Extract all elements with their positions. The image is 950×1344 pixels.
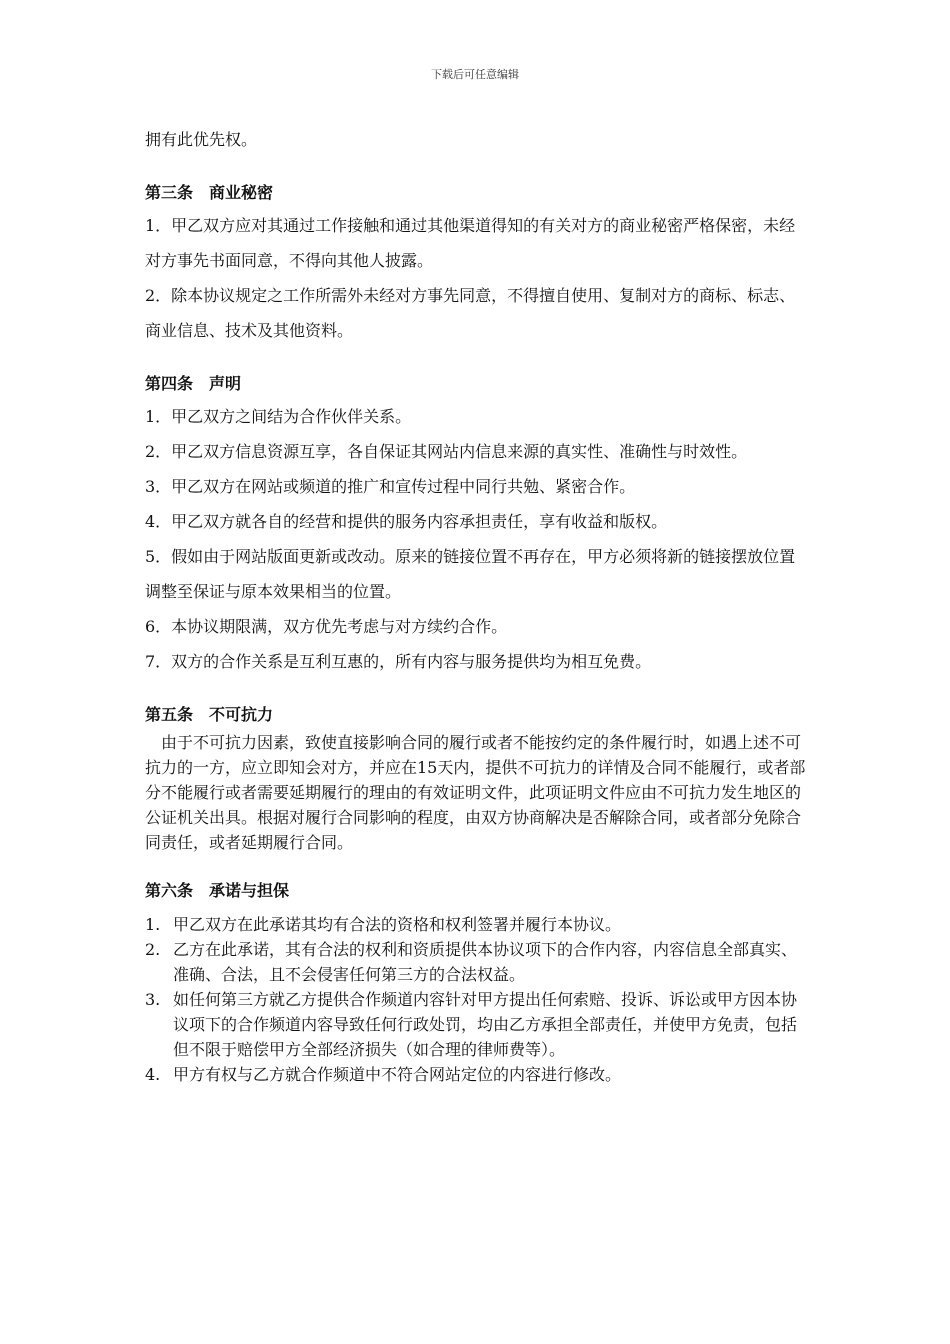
article5-body: 由于不可抗力因素，致使直接影响合同的履行或者不能按约定的条件履行时，如遇上述不可抗力的一方，应立即知会对方，并应在15天内，提供不可抗力的详情及合同不能履行，或者部分不能履行或者需要延期履行的理由的有效证明文件，此项证明文件应由不可抗力发生地区的公证机关出具。根据对履行合同影响的程度，由双方协商解决是否解除合同，或者部分免除合同责任，或者延期履行合同。 xyxy=(145,733,806,852)
document-body xyxy=(145,122,807,1087)
article4-item-2: 2．甲乙双方信息资源互享，各自保证其网站内信息来源的真实性、准确性与时效性。 xyxy=(145,442,748,461)
article4-title: 第四条 声明 xyxy=(145,374,242,393)
article4-item-4: 4．甲乙双方就各自的经营和提供的服务内容承担责任，享有收益和版权。 xyxy=(145,512,668,531)
list-item xyxy=(145,912,807,937)
list-item xyxy=(145,1062,807,1087)
list-item-number: 4. xyxy=(145,1065,161,1084)
list-item xyxy=(145,937,807,987)
article3-title: 第三条 商业秘密 xyxy=(145,183,274,202)
article5-title: 第五条 不可抗力 xyxy=(145,705,274,724)
list-item-text: 甲方有权与乙方就合作频道中不符合网站定位的内容进行修改。 xyxy=(173,1065,622,1084)
header-note: 下载后可任意编辑 xyxy=(431,68,519,81)
intro-line: 拥有此优先权。 xyxy=(145,130,258,149)
article4-item-7: 7．双方的合作关系是互利互惠的，所有内容与服务提供均为相互免费。 xyxy=(145,652,652,671)
article3-item-2: 2．除本协议规定之工作所需外未经对方事先同意，不得擅自使用、复制对方的商标、标志、商业信息、技术及其他资料。 xyxy=(145,286,796,340)
article6-title: 第六条 承诺与担保 xyxy=(145,881,290,900)
article3-item-1: 1．甲乙双方应对其通过工作接触和通过其他渠道得知的有关对方的商业秘密严格保密，未经对方事先书面同意，不得向其他人披露。 xyxy=(145,216,796,270)
list-item-text: 甲乙双方在此承诺其均有合法的资格和权利签署并履行本协议。 xyxy=(173,915,622,934)
article4-item-1: 1．甲乙双方之间结为合作伙伴关系。 xyxy=(145,407,412,426)
article4-item-6: 6．本协议期限满，双方优先考虑与对方续约合作。 xyxy=(145,617,508,636)
list-item-number: 2. xyxy=(145,940,161,959)
list-item-number: 1. xyxy=(145,915,161,934)
article6-list xyxy=(145,912,807,1087)
article4-item-5: 5．假如由于网站版面更新或改动。原来的链接位置不再存在，甲方必须将新的链接摆放位置调整至保证与原本效果相当的位置。 xyxy=(145,547,796,601)
list-item-text: 如任何第三方就乙方提供合作频道内容针对甲方提出任何索赔、投诉、诉讼或甲方因本协议项下的合作频道内容导致任何行政处罚，均由乙方承担全部责任，并使甲方免责，包括但不限于赔偿甲方全部经济损失（如合理的律师费等）。 xyxy=(173,990,798,1059)
article4-item-3: 3．甲乙双方在网站或频道的推广和宣传过程中同行共勉、紧密合作。 xyxy=(145,477,636,496)
list-item-number: 3. xyxy=(145,990,161,1009)
list-item-text: 乙方在此承诺，其有合法的权利和资质提供本协议项下的合作内容，内容信息全部真实、准确、合法，且不会侵害任何第三方的合法权益。 xyxy=(173,940,798,984)
list-item xyxy=(145,987,807,1062)
